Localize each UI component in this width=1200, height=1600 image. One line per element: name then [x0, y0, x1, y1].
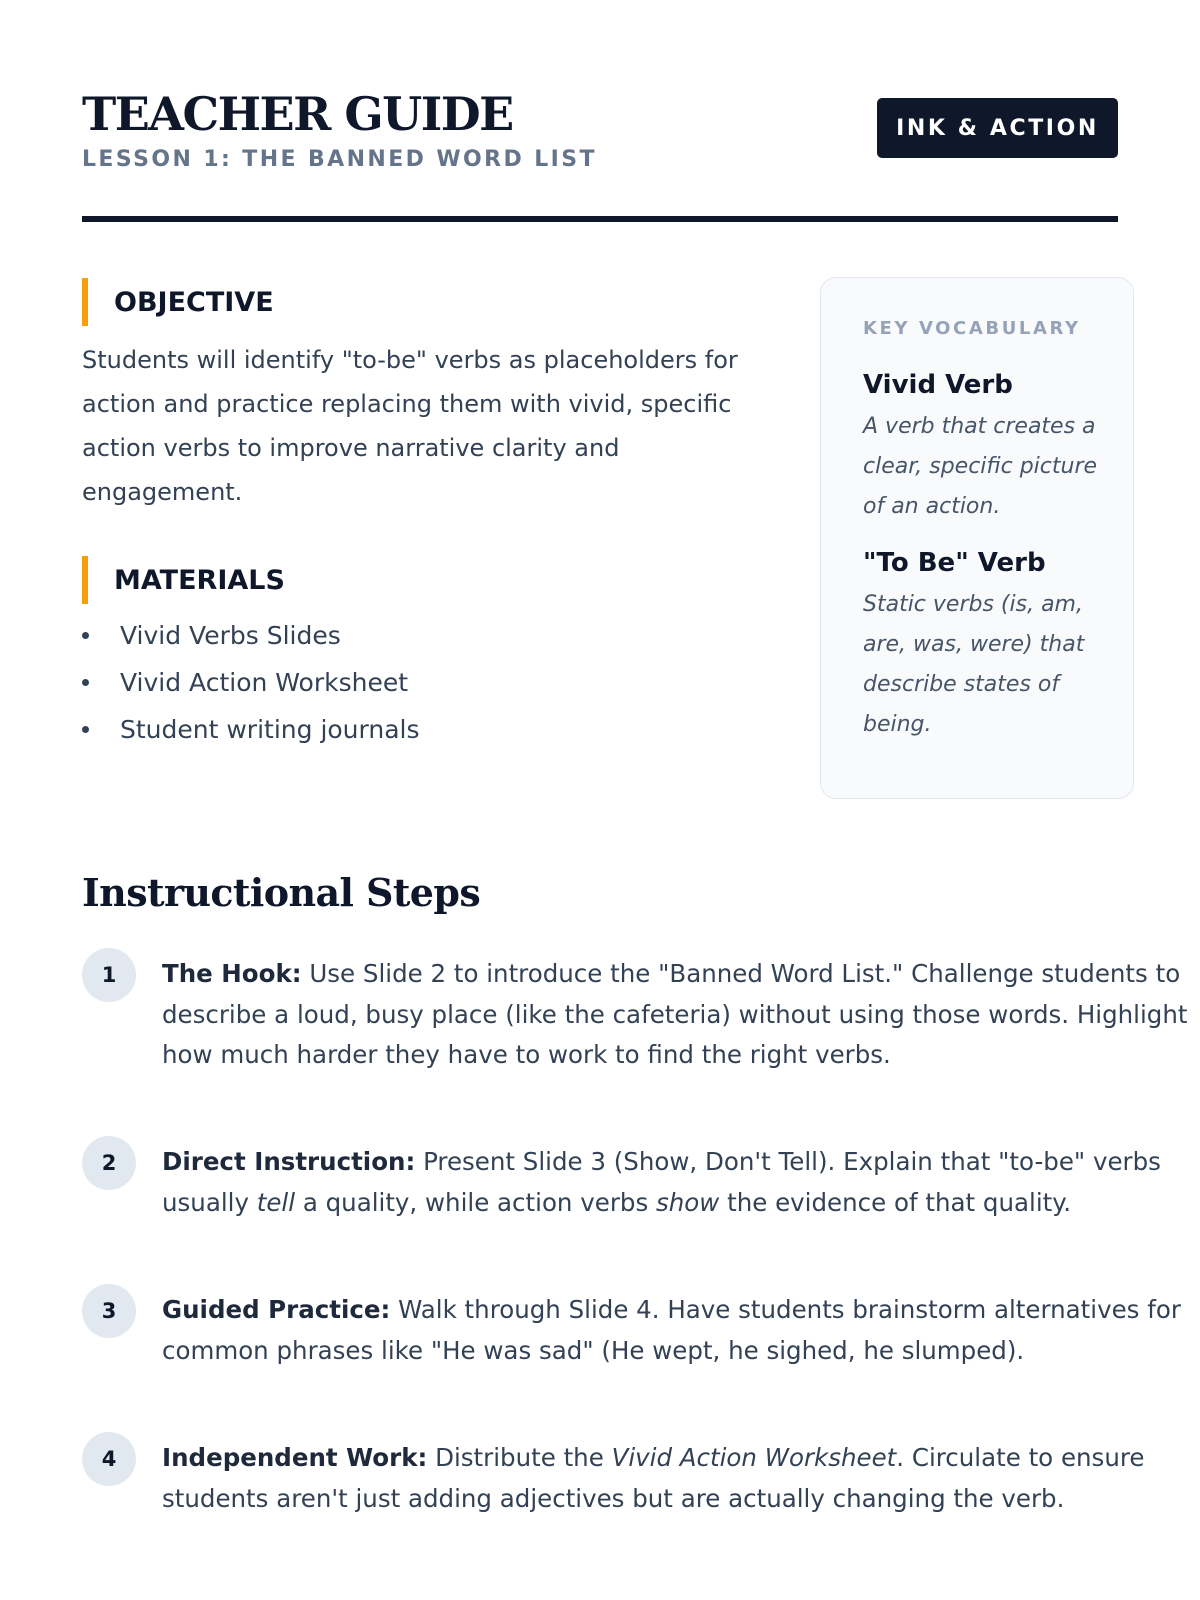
- objective-heading: OBJECTIVE: [82, 278, 274, 326]
- materials-heading: MATERIALS: [82, 556, 285, 604]
- step-label: Direct Instruction:: [162, 1147, 416, 1176]
- material-label: Student writing journals: [120, 715, 420, 744]
- list-item: [82, 659, 420, 706]
- step-number-badge: 2: [82, 1136, 136, 1190]
- vocabulary-heading: KEY VOCABULARY: [863, 318, 1081, 339]
- step-label: Independent Work:: [162, 1443, 428, 1472]
- header-divider: [82, 216, 1118, 222]
- lesson-subtitle: LESSON 1: THE BANNED WORD LIST: [82, 147, 597, 172]
- vocab-definition: A verb that creates a clear, specific picture of an action.: [863, 414, 1098, 519]
- page-header: [82, 86, 1118, 222]
- step-label: The Hook:: [162, 959, 302, 988]
- step-text: [162, 1438, 1200, 1519]
- step-number-badge: 1: [82, 948, 136, 1002]
- step-emphasis: show: [656, 1187, 720, 1217]
- step-text: [162, 1142, 1200, 1223]
- step-body: Walk through Slide 4. Have students brainstorm alternatives for common phrases like "He was sad" (He wept, he sighed, he slumped).: [162, 1295, 1181, 1365]
- brand-badge: INK & ACTION: [877, 98, 1118, 158]
- vocabulary-card: [820, 277, 1134, 799]
- step-body: the evidence of that quality.: [719, 1187, 1072, 1217]
- list-item: [82, 612, 420, 659]
- vocab-definition: Static verbs (is, am, are, was, were) that describe states of being.: [863, 592, 1085, 737]
- bullet-icon: [82, 632, 89, 639]
- vocab-term: "To Be" Verb: [863, 548, 1046, 578]
- step-number-badge: 3: [82, 1284, 136, 1338]
- step-number-badge: 4: [82, 1432, 136, 1486]
- step-body: Use Slide 2 to introduce the "Banned Word List." Challenge students to describe a loud, busy place (like the cafeteria) without using those words. Highlight how much harder they have to work to find the right verbs.: [162, 959, 1188, 1069]
- steps-heading: Instructional Steps: [82, 870, 481, 915]
- page-title: TEACHER GUIDE: [82, 87, 513, 141]
- step-body: Distribute the: [427, 1443, 612, 1472]
- step-text: [162, 1290, 1200, 1371]
- step-text: [162, 954, 1200, 1076]
- step-label: Guided Practice:: [162, 1295, 391, 1324]
- objective-text: Students will identify "to-be" verbs as placeholders for action and practice replacing them with vivid, specific action verbs to improve narrative clarity and engagement.: [82, 346, 738, 506]
- bullet-icon: [82, 679, 89, 686]
- materials-list: [82, 612, 420, 753]
- step-body: . Circulate to ensure students aren't just adding adjectives but are actually changing the verb.: [162, 1443, 1145, 1513]
- vocab-term: Vivid Verb: [863, 370, 1013, 400]
- step-body: a quality, while action verbs: [295, 1187, 656, 1217]
- material-label: Vivid Action Worksheet: [120, 668, 409, 697]
- list-item: [82, 706, 420, 753]
- material-label: Vivid Verbs Slides: [120, 621, 341, 650]
- step-body: Present Slide 3 (Show, Don't Tell). Explain that "to-be" verbs usually: [162, 1147, 1161, 1217]
- step-emphasis: tell: [256, 1187, 296, 1217]
- bullet-icon: [82, 726, 89, 733]
- step-emphasis: Vivid Action Worksheet: [611, 1443, 897, 1472]
